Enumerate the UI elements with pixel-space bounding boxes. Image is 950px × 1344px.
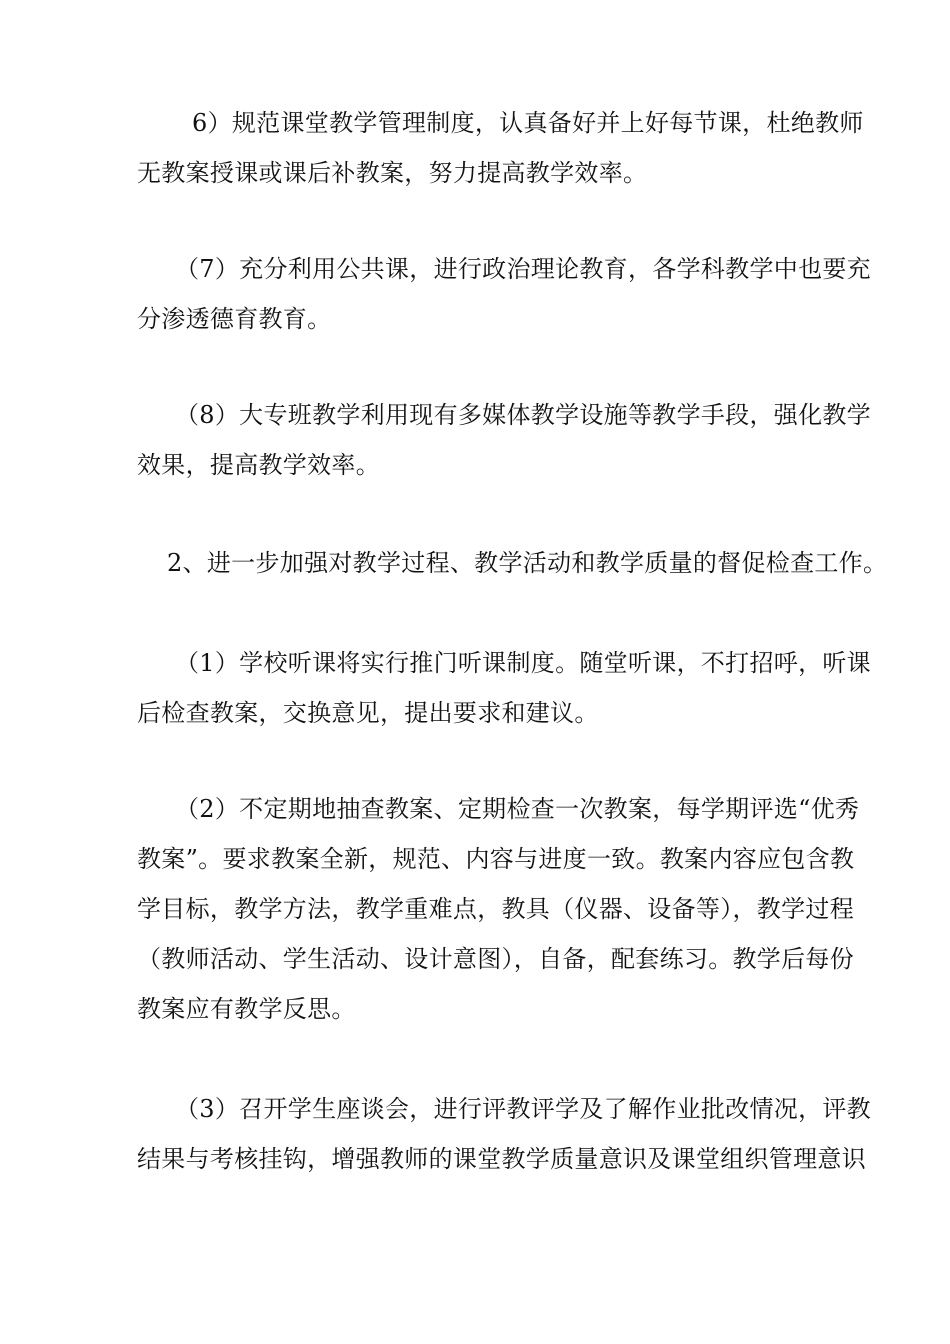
paragraph-line: 教案”。要求教案全新，规范、内容与进度一致。教案内容应包含教 xyxy=(137,845,855,873)
paragraph-line: （3）召开学生座谈会，进行评教评学及了解作业批改情况，评教 xyxy=(175,1095,871,1123)
paragraph-line: 后检查教案，交换意见，提出要求和建议。 xyxy=(137,699,599,727)
paragraph-line: （8）大专班教学利用现有多媒体教学设施等教学手段，强化教学 xyxy=(175,401,871,429)
paragraph-item-6 xyxy=(137,98,864,198)
paragraph-line: （教师活动、学生活动、设计意图），自备，配套练习。教学后每份 xyxy=(137,945,854,973)
paragraph-line: 无教案授课或课后补教案，努力提高教学效率。 xyxy=(137,159,648,187)
paragraph-line: 结果与考核挂钩，增强教师的课堂教学质量意识及课堂组织管理意识 xyxy=(137,1145,866,1173)
paragraph-item-1 xyxy=(137,638,871,738)
paragraph-line: （2）不定期地抽查教案、定期检查一次教案，每学期评选“优秀 xyxy=(175,795,860,823)
paragraph-line: 效果，提高教学效率。 xyxy=(137,451,380,479)
paragraph-line: 6）规范课堂教学管理制度，认真备好并上好每节课，杜绝教师 xyxy=(192,109,864,137)
paragraph-item-2 xyxy=(137,784,860,1034)
paragraph-line: 学目标，教学方法，教学重难点，教具（仪器、设备等），教学过程 xyxy=(137,895,854,923)
paragraph-line: 分渗透德育教育。 xyxy=(137,305,332,333)
section-heading-2 xyxy=(137,538,888,588)
paragraph-line: （7）充分利用公共课，进行政治理论教育，各学科教学中也要充 xyxy=(175,255,871,283)
paragraph-item-3 xyxy=(137,1084,871,1184)
paragraph-line: 教案应有教学反思。 xyxy=(137,995,356,1023)
section-heading-line: 2、进一步加强对教学过程、教学活动和教学质量的督促检查工作。 xyxy=(167,549,888,577)
paragraph-item-8 xyxy=(137,390,871,490)
paragraph-line: （1）学校听课将实行推门听课制度。随堂听课，不打招呼，听课 xyxy=(175,649,871,677)
paragraph-item-7 xyxy=(137,244,871,344)
